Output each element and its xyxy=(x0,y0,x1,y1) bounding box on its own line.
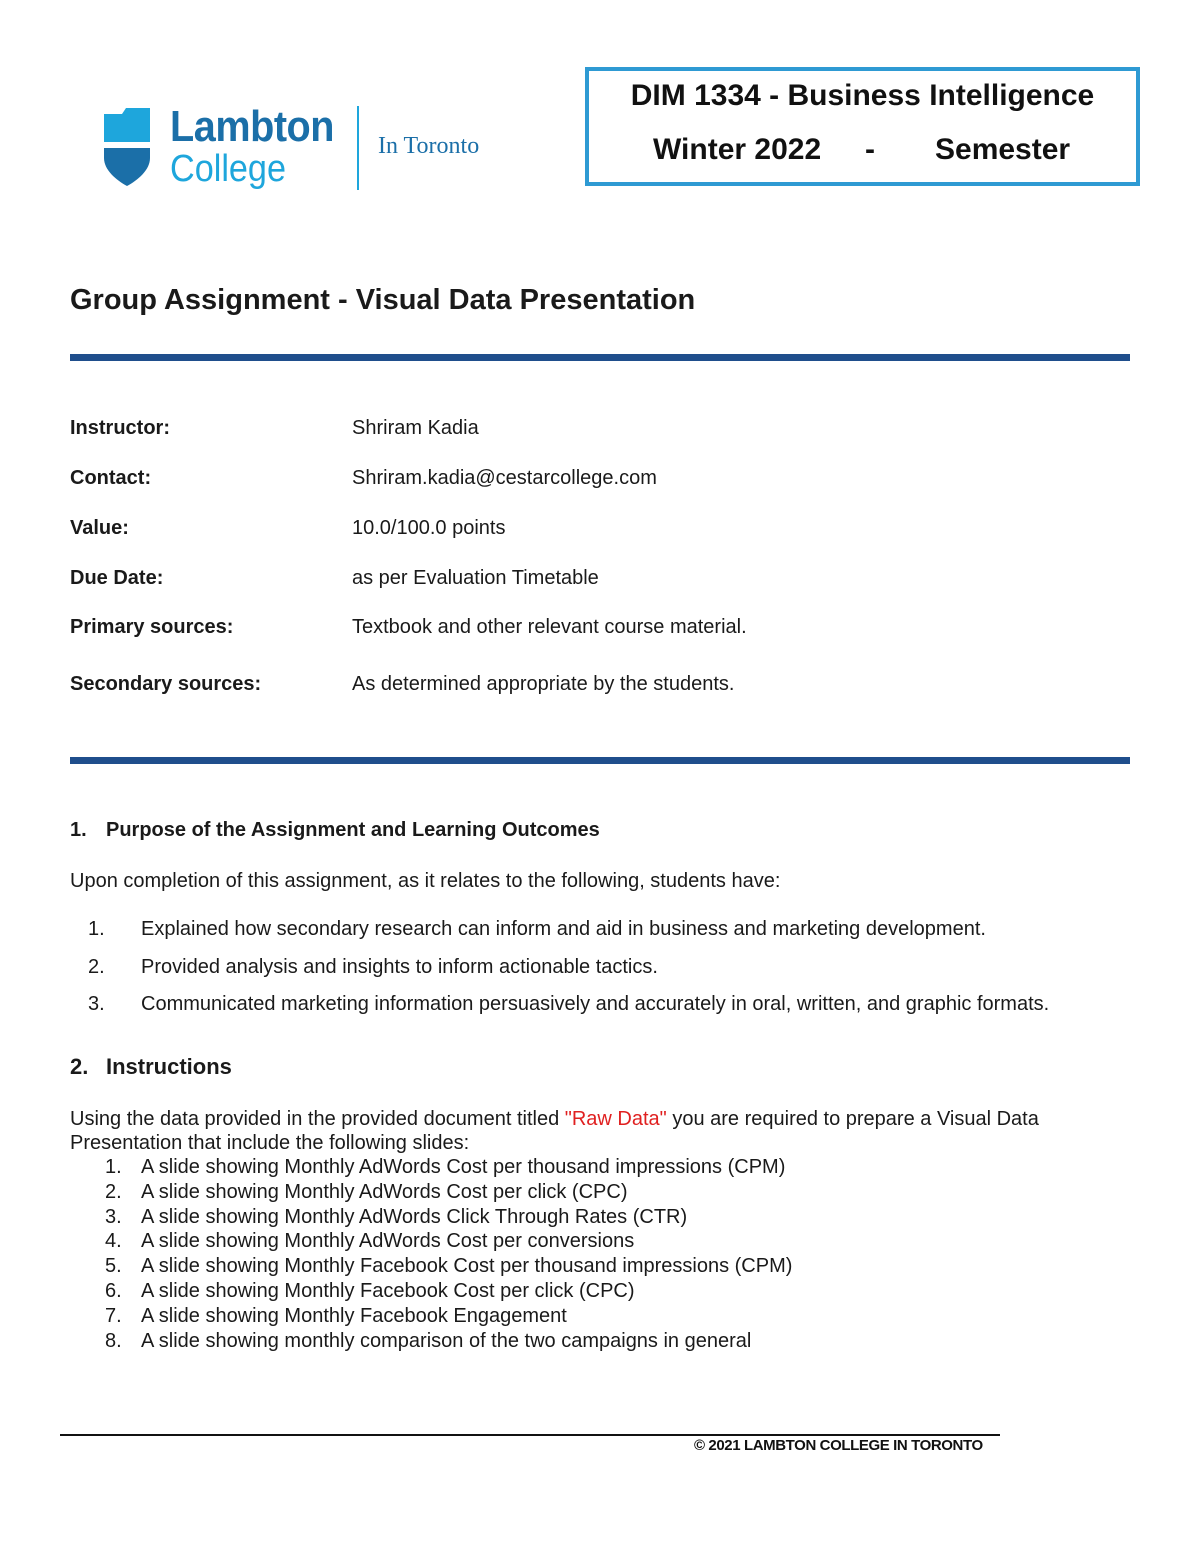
list-number: 1. xyxy=(88,918,105,940)
info-label: Secondary sources: xyxy=(70,673,262,695)
footer-divider xyxy=(60,1434,1000,1436)
list-item xyxy=(70,1255,1170,1280)
info-label: Contact: xyxy=(70,467,152,489)
section-title: Purpose of the Assignment and Learning Outcomes xyxy=(106,819,600,841)
list-number: 1. xyxy=(105,1156,122,1178)
list-text: A slide showing Monthly Facebook Engagement xyxy=(141,1304,567,1327)
list-item xyxy=(70,993,1170,1031)
list-number: 8. xyxy=(105,1329,122,1352)
list-number: 6. xyxy=(105,1279,122,1302)
course-term: Winter 2022 xyxy=(653,133,822,166)
course-term-separator: - xyxy=(865,133,875,166)
course-term-line xyxy=(653,133,1070,167)
list-item xyxy=(70,1230,1170,1255)
list-number: 5. xyxy=(105,1255,122,1278)
shield-logo-icon xyxy=(100,106,154,188)
section-number: 1. xyxy=(70,819,87,841)
list-item xyxy=(70,956,1170,994)
list-text: Provided analysis and insights to inform actionable tactics. xyxy=(141,955,658,978)
course-info-box xyxy=(585,67,1140,186)
list-text: A slide showing Monthly Facebook Cost per thousand impressions (CPM) xyxy=(141,1255,793,1278)
logo-name-line2: College xyxy=(170,148,286,190)
instructions-intro xyxy=(70,1107,1140,1155)
course-title: DIM 1334 - Business Intelligence xyxy=(630,79,1095,112)
logo-location: In Toronto xyxy=(378,133,480,159)
list-item xyxy=(70,1280,1170,1305)
college-logo xyxy=(100,104,480,194)
info-value: 10.0/100.0 points xyxy=(352,517,506,539)
list-item xyxy=(70,1156,1170,1181)
raw-data-reference: "Raw Data" xyxy=(564,1108,667,1130)
list-text: A slide showing Monthly AdWords Cost per click (CPC) xyxy=(141,1180,628,1203)
intro-text: Using the data provided in the provided document titled xyxy=(70,1108,565,1130)
purpose-intro: Upon completion of this assignment, as it relates to the following, students have: xyxy=(70,870,781,892)
required-slides-list xyxy=(70,1156,1170,1354)
info-label: Instructor: xyxy=(70,417,170,439)
list-text: Explained how secondary research can inform and aid in business and marketing development. xyxy=(141,918,986,940)
section-heading-purpose xyxy=(70,819,600,842)
section-number: 2. xyxy=(70,1054,89,1079)
course-semester-label: Semester xyxy=(935,133,1071,166)
logo-name-line1: Lambton xyxy=(170,102,335,151)
list-number: 2. xyxy=(88,955,105,978)
list-text: A slide showing Monthly AdWords Cost per thousand impressions (CPM) xyxy=(141,1156,786,1178)
info-value: as per Evaluation Timetable xyxy=(352,567,599,589)
title-divider xyxy=(70,354,1130,361)
list-number: 4. xyxy=(105,1230,122,1253)
list-number: 3. xyxy=(88,993,105,1015)
list-number: 2. xyxy=(105,1180,122,1203)
list-text: Communicated marketing information persuasively and accurately in oral, written, and graphic formats. xyxy=(141,993,1050,1015)
info-label: Primary sources: xyxy=(70,616,234,638)
intro-text: you are required to prepare a Visual Data Presentation that include the following slides: xyxy=(70,1108,1039,1154)
list-text: A slide showing Monthly AdWords Click Through Rates (CTR) xyxy=(141,1205,688,1228)
list-text: A slide showing Monthly AdWords Cost per conversions xyxy=(141,1230,635,1253)
list-number: 7. xyxy=(105,1304,122,1327)
footer-copyright: © 2021 LAMBTON COLLEGE IN TORONTO xyxy=(694,1437,983,1454)
section-heading-instructions xyxy=(70,1054,232,1080)
document-title: Group Assignment - Visual Data Presentation xyxy=(70,284,696,316)
contact-email: Shriram.kadia@cestarcollege.com xyxy=(352,467,657,489)
logo-divider xyxy=(357,106,359,190)
section-title: Instructions xyxy=(106,1054,232,1079)
info-divider xyxy=(70,757,1130,764)
info-value: As determined appropriate by the students. xyxy=(352,673,735,695)
list-item xyxy=(70,1206,1170,1231)
info-label: Due Date: xyxy=(70,567,164,589)
list-text: A slide showing monthly comparison of the two campaigns in general xyxy=(141,1329,752,1352)
list-item xyxy=(70,918,1170,956)
info-value: Shriram Kadia xyxy=(352,417,479,439)
info-value: Textbook and other relevant course material. xyxy=(352,616,747,638)
list-item xyxy=(70,1181,1170,1206)
info-label: Value: xyxy=(70,517,129,539)
list-number: 3. xyxy=(105,1205,122,1228)
list-item xyxy=(70,1330,1170,1355)
learning-outcomes-list xyxy=(70,918,1170,1031)
list-text: A slide showing Monthly Facebook Cost per click (CPC) xyxy=(141,1279,635,1302)
list-item xyxy=(70,1305,1170,1330)
